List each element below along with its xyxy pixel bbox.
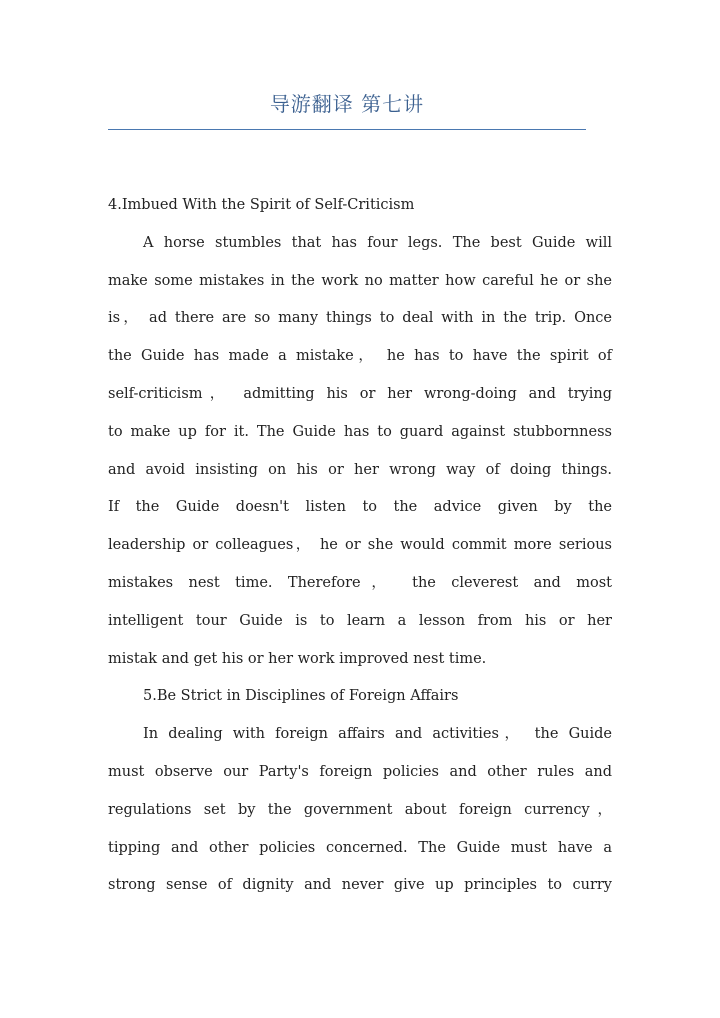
paragraph-line: self-criticism， admitting his or her wrong-doing and trying (108, 385, 612, 402)
header-divider (108, 129, 586, 130)
paragraph-line: mistakes nest time. Therefore， the cleverest and most (108, 574, 612, 591)
paragraph-line: and avoid insisting on his or her wrong way of doing things. (108, 461, 612, 478)
section-heading: 4.Imbued With the Spirit of Self-Criticism (108, 197, 415, 213)
paragraph-line: make some mistakes in the work no matter how careful he or she (108, 272, 612, 289)
paragraph-line: leadership or colleagues， he or she would commit more serious (108, 537, 612, 554)
paragraph-line: If the Guide doesn't listen to the advice given by the (108, 499, 612, 516)
paragraph-line: to make up for it. The Guide has to guard against stubbornness (108, 423, 612, 440)
paragraph-line: the Guide has made a mistake， he has to have the spirit of (108, 348, 612, 365)
paragraph-line-last: mistak and get his or her work improved nest time. (108, 650, 487, 667)
paragraph-line: tipping and other policies concerned. The Guide must have a (108, 839, 612, 856)
paragraph-line: A horse stumbles that has four legs. The best Guide will (143, 234, 612, 251)
document-body (108, 187, 612, 905)
paragraph-line: must observe our Party's foreign policies and other rules and (108, 763, 612, 780)
paragraph-line: In dealing with foreign affairs and activities， the Guide (143, 726, 612, 743)
paragraph-line: strong sense of dignity and never give up principles to curry (108, 877, 612, 894)
page-title: 导游翻译 第七讲 (269, 92, 425, 116)
paragraph-line: regulations set by the government about foreign currency， (108, 801, 612, 818)
paragraph-line: intelligent tour Guide is to learn a lesson from his or her (108, 612, 612, 629)
paragraph-line: is， ad there are so many things to deal with in the trip. Once (108, 310, 612, 327)
section-heading: 5.Be Strict in Disciplines of Foreign Affairs (143, 688, 459, 705)
